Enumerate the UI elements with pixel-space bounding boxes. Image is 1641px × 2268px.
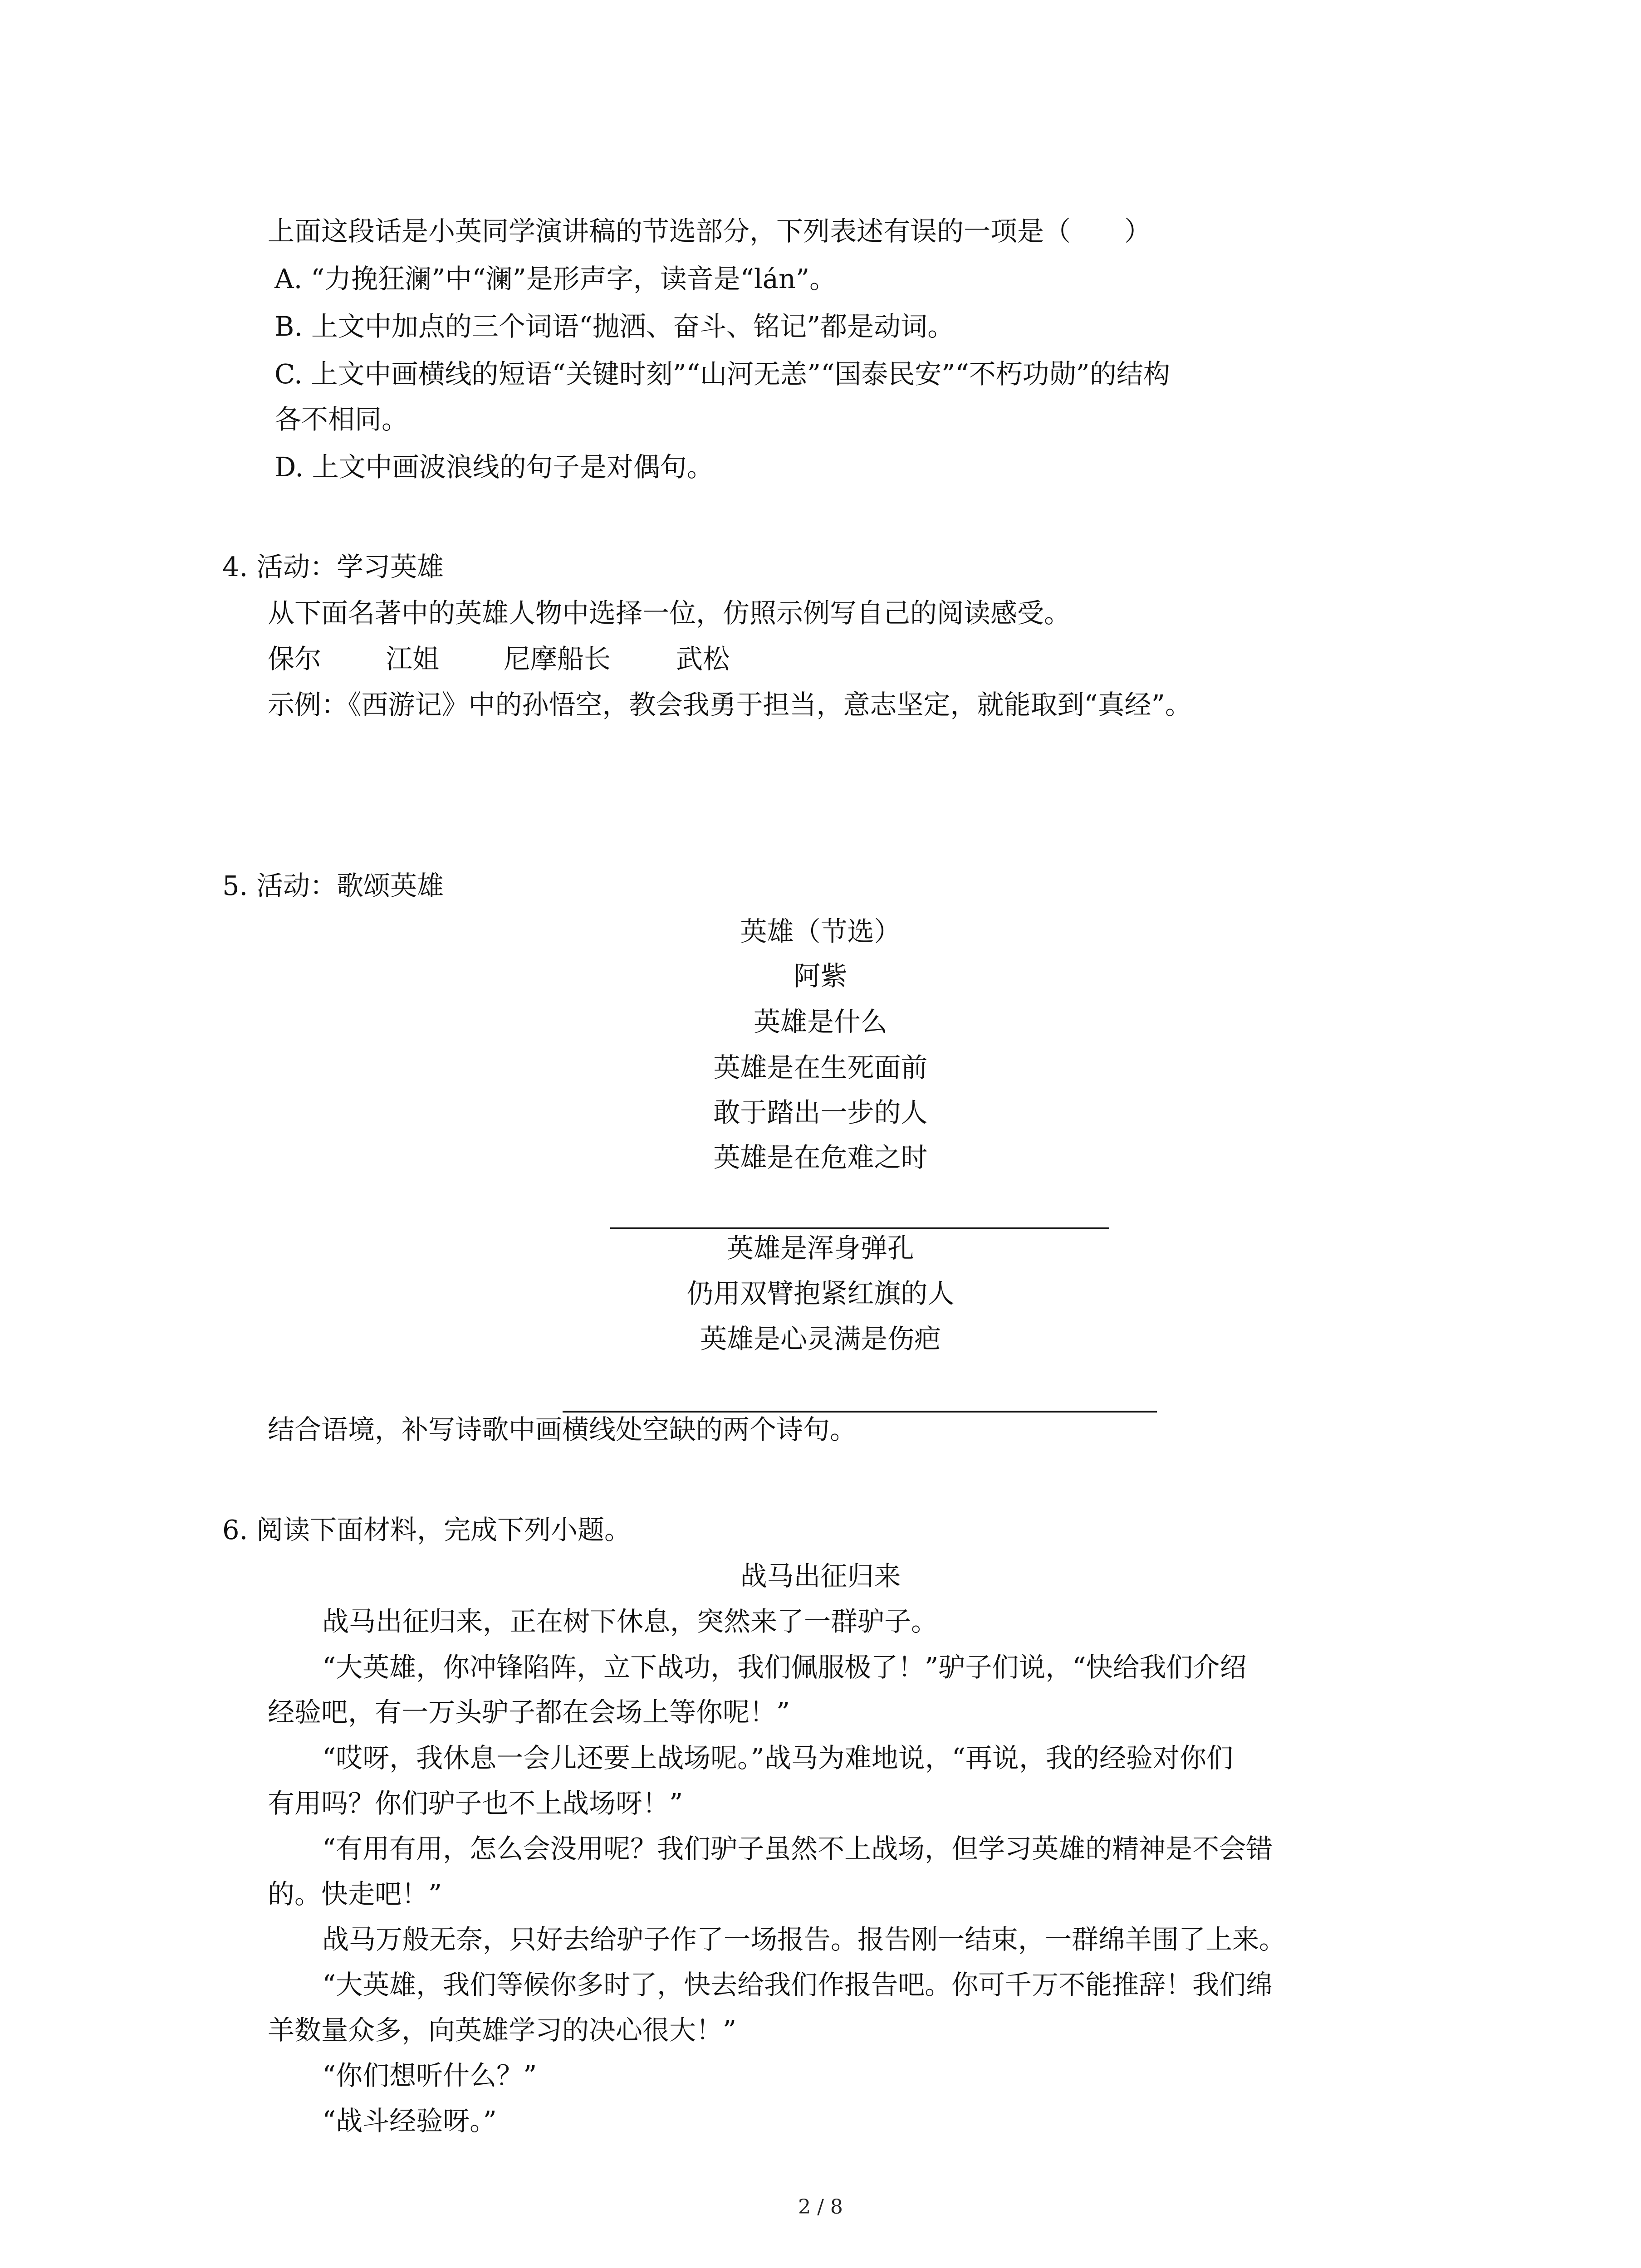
story-paragraph: “大英雄，你冲锋陷阵，立下战功，我们佩服极了！”驴子们说，“快给我们介绍 — [322, 1652, 1247, 1683]
q3-option-a: A. “力挽狂澜”中“澜”是形声字，读音是“lán”。 — [274, 263, 837, 294]
story-paragraph: 战马出征归来，正在树下休息，突然来了一群驴子。 — [322, 1606, 938, 1637]
q4-hero-2: 江姐 — [386, 643, 440, 675]
story-paragraph: “战斗经验呀。” — [322, 2105, 497, 2136]
story-paragraph: 的。快走吧！” — [268, 1878, 442, 1910]
q3-option-b: B. 上文中加点的三个词语“抛洒、奋斗、铭记”都是动词。 — [274, 311, 955, 342]
poem-author: 阿紫 — [794, 960, 847, 992]
q4-hero-3: 尼摩船长 — [504, 643, 611, 675]
q3-option-c-cont: 各不相同。 — [274, 404, 409, 435]
q5-title: 5. 活动：歌颂英雄 — [222, 870, 444, 901]
story-paragraph: “大英雄，我们等候你多时了，快去给我们作报告吧。你可千万不能推辞！我们绵 — [322, 1969, 1273, 2000]
poem-line-2: 英雄是在生死面前 — [713, 1052, 928, 1083]
story-paragraph: “你们想听什么？” — [322, 2060, 537, 2091]
q4-hero-1: 保尔 — [268, 643, 322, 675]
story-paragraph: “有用有用，怎么会没用呢？我们驴子虽然不上战场，但学习英雄的精神是不会错 — [322, 1833, 1273, 1864]
story-paragraph: 经验吧，有一万头驴子都在会场上等你呢！” — [268, 1696, 790, 1728]
poem-line-3: 敢于踏出一步的人 — [713, 1097, 928, 1128]
q4-title: 4. 活动：学习英雄 — [222, 551, 444, 582]
q3-option-d: D. 上文中画波浪线的句子是对偶句。 — [274, 451, 714, 483]
q4-hero-4: 武松 — [676, 643, 730, 675]
q5-instruction: 结合语境，补写诗歌中画横线处空缺的两个诗句。 — [268, 1414, 857, 1445]
q6-title: 6. 阅读下面材料，完成下列小题。 — [222, 1514, 632, 1545]
story-title: 战马出征归来 — [740, 1560, 901, 1592]
page-number: 2 / 8 — [798, 2195, 843, 2219]
poem-line-5: 英雄是浑身弹孔 — [726, 1232, 914, 1264]
q3-option-c: C. 上文中画横线的短语“关键时刻”“山河无恙”“国泰民安”“不朽功勋”的结构 — [274, 358, 1170, 390]
poem-blank-line-1 — [610, 1227, 1109, 1229]
poem-line-1: 英雄是什么 — [753, 1006, 887, 1037]
story-paragraph: 战马万般无奈，只好去给驴子作了一场报告。报告刚一结束，一群绵羊围了上来。 — [322, 1924, 1286, 1955]
q4-instruction: 从下面名著中的英雄人物中选择一位，仿照示例写自己的阅读感受。 — [268, 597, 1071, 629]
poem-line-6: 仍用双臂抱紧红旗的人 — [686, 1278, 955, 1309]
poem-line-4: 英雄是在危难之时 — [713, 1142, 928, 1173]
story-paragraph: “哎呀，我休息一会儿还要上战场呢。”战马为难地说，“再说，我的经验对你们 — [322, 1742, 1233, 1774]
story-paragraph: 有用吗？你们驴子也不上战场呀！” — [268, 1788, 683, 1819]
poem-title: 英雄（节选） — [740, 916, 901, 947]
poem-line-7: 英雄是心灵满是伤疤 — [700, 1323, 941, 1354]
q3-stem: 上面这段话是小英同学演讲稿的节选部分，下列表述有误的一项是（ ） — [268, 215, 1151, 247]
q4-example: 示例：《西游记》中的孙悟空，教会我勇于担当，意志坚定，就能取到“真经”。 — [268, 689, 1192, 720]
story-paragraph: 羊数量众多，向英雄学习的决心很大！” — [268, 2014, 737, 2046]
